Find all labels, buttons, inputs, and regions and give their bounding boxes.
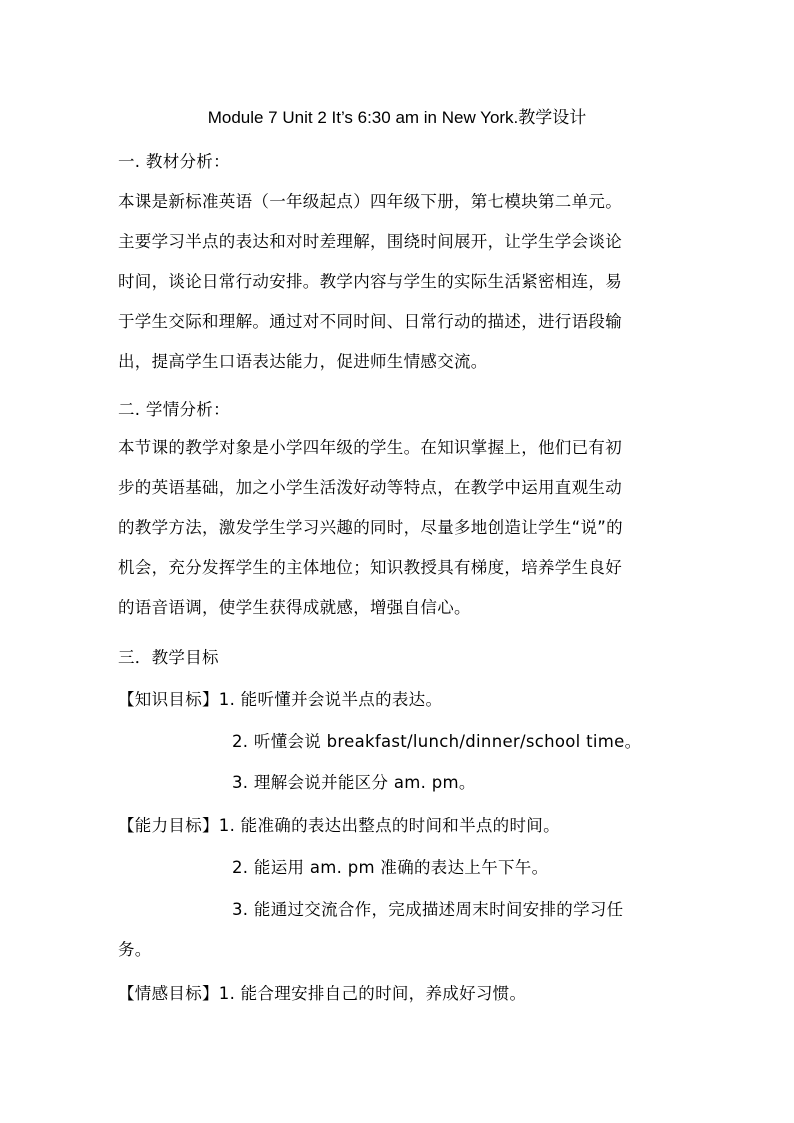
ability-goal-3-continued: 务。 <box>118 940 152 959</box>
ability-goal-1: 【能力目标】1. 能准确的表达出整点的时间和半点的时间。 <box>118 816 560 835</box>
paragraph-line: 机会，充分发挥学生的主体地位；知识教授具有梯度，培养学生良好 <box>118 558 622 577</box>
document-title: Module 7 Unit 2 It’s 6:30 am in New York.教学设计 <box>207 108 587 127</box>
paragraph-line: 于学生交际和理解。通过对不同时间、日常行动的描述，进行语段输 <box>118 312 622 331</box>
knowledge-goal-3: 3. 理解会说并能区分 am. pm。 <box>232 773 476 792</box>
section-heading-teaching-goals: 三．教学目标 <box>118 648 219 667</box>
paragraph-line: 的语音语调，使学生获得成就感，增强自信心。 <box>118 598 471 617</box>
paragraph-line: 的教学方法，激发学生学习兴趣的同时，尽量多地创造让学生“说”的 <box>118 518 623 537</box>
paragraph-line: 步的英语基础，加之小学生活泼好动等特点，在教学中运用直观生动 <box>118 478 622 497</box>
knowledge-goal-2: 2. 听懂会说 breakfast/lunch/dinner/school time。 <box>232 732 642 751</box>
paragraph-line: 本课是新标准英语（一年级起点）四年级下册，第七模块第二单元。 <box>118 192 622 211</box>
paragraph-line: 主要学习半点的表达和对时差理解，围绕时间展开，让学生学会谈论 <box>118 232 622 251</box>
paragraph-line: 本节课的教学对象是小学四年级的学生。在知识掌握上，他们已有初 <box>118 438 622 457</box>
ability-goal-2: 2. 能运用 am. pm 准确的表达上午下午。 <box>232 858 549 877</box>
paragraph-line: 时间，谈论日常行动安排。教学内容与学生的实际生活紧密相连，易 <box>118 272 622 291</box>
knowledge-goal-1: 【知识目标】1. 能听懂并会说半点的表达。 <box>118 690 443 709</box>
ability-goal-3: 3. 能通过交流合作，完成描述周末时间安排的学习任 <box>232 900 624 919</box>
section-heading-student-analysis: 二. 学情分析： <box>118 400 230 419</box>
paragraph-line: 出，提高学生口语表达能力，促进师生情感交流。 <box>118 352 488 371</box>
emotion-goal-1: 【情感目标】1. 能合理安排自己的时间，养成好习惯。 <box>118 984 527 1003</box>
section-heading-textbook-analysis: 一. 教材分析： <box>118 152 230 171</box>
